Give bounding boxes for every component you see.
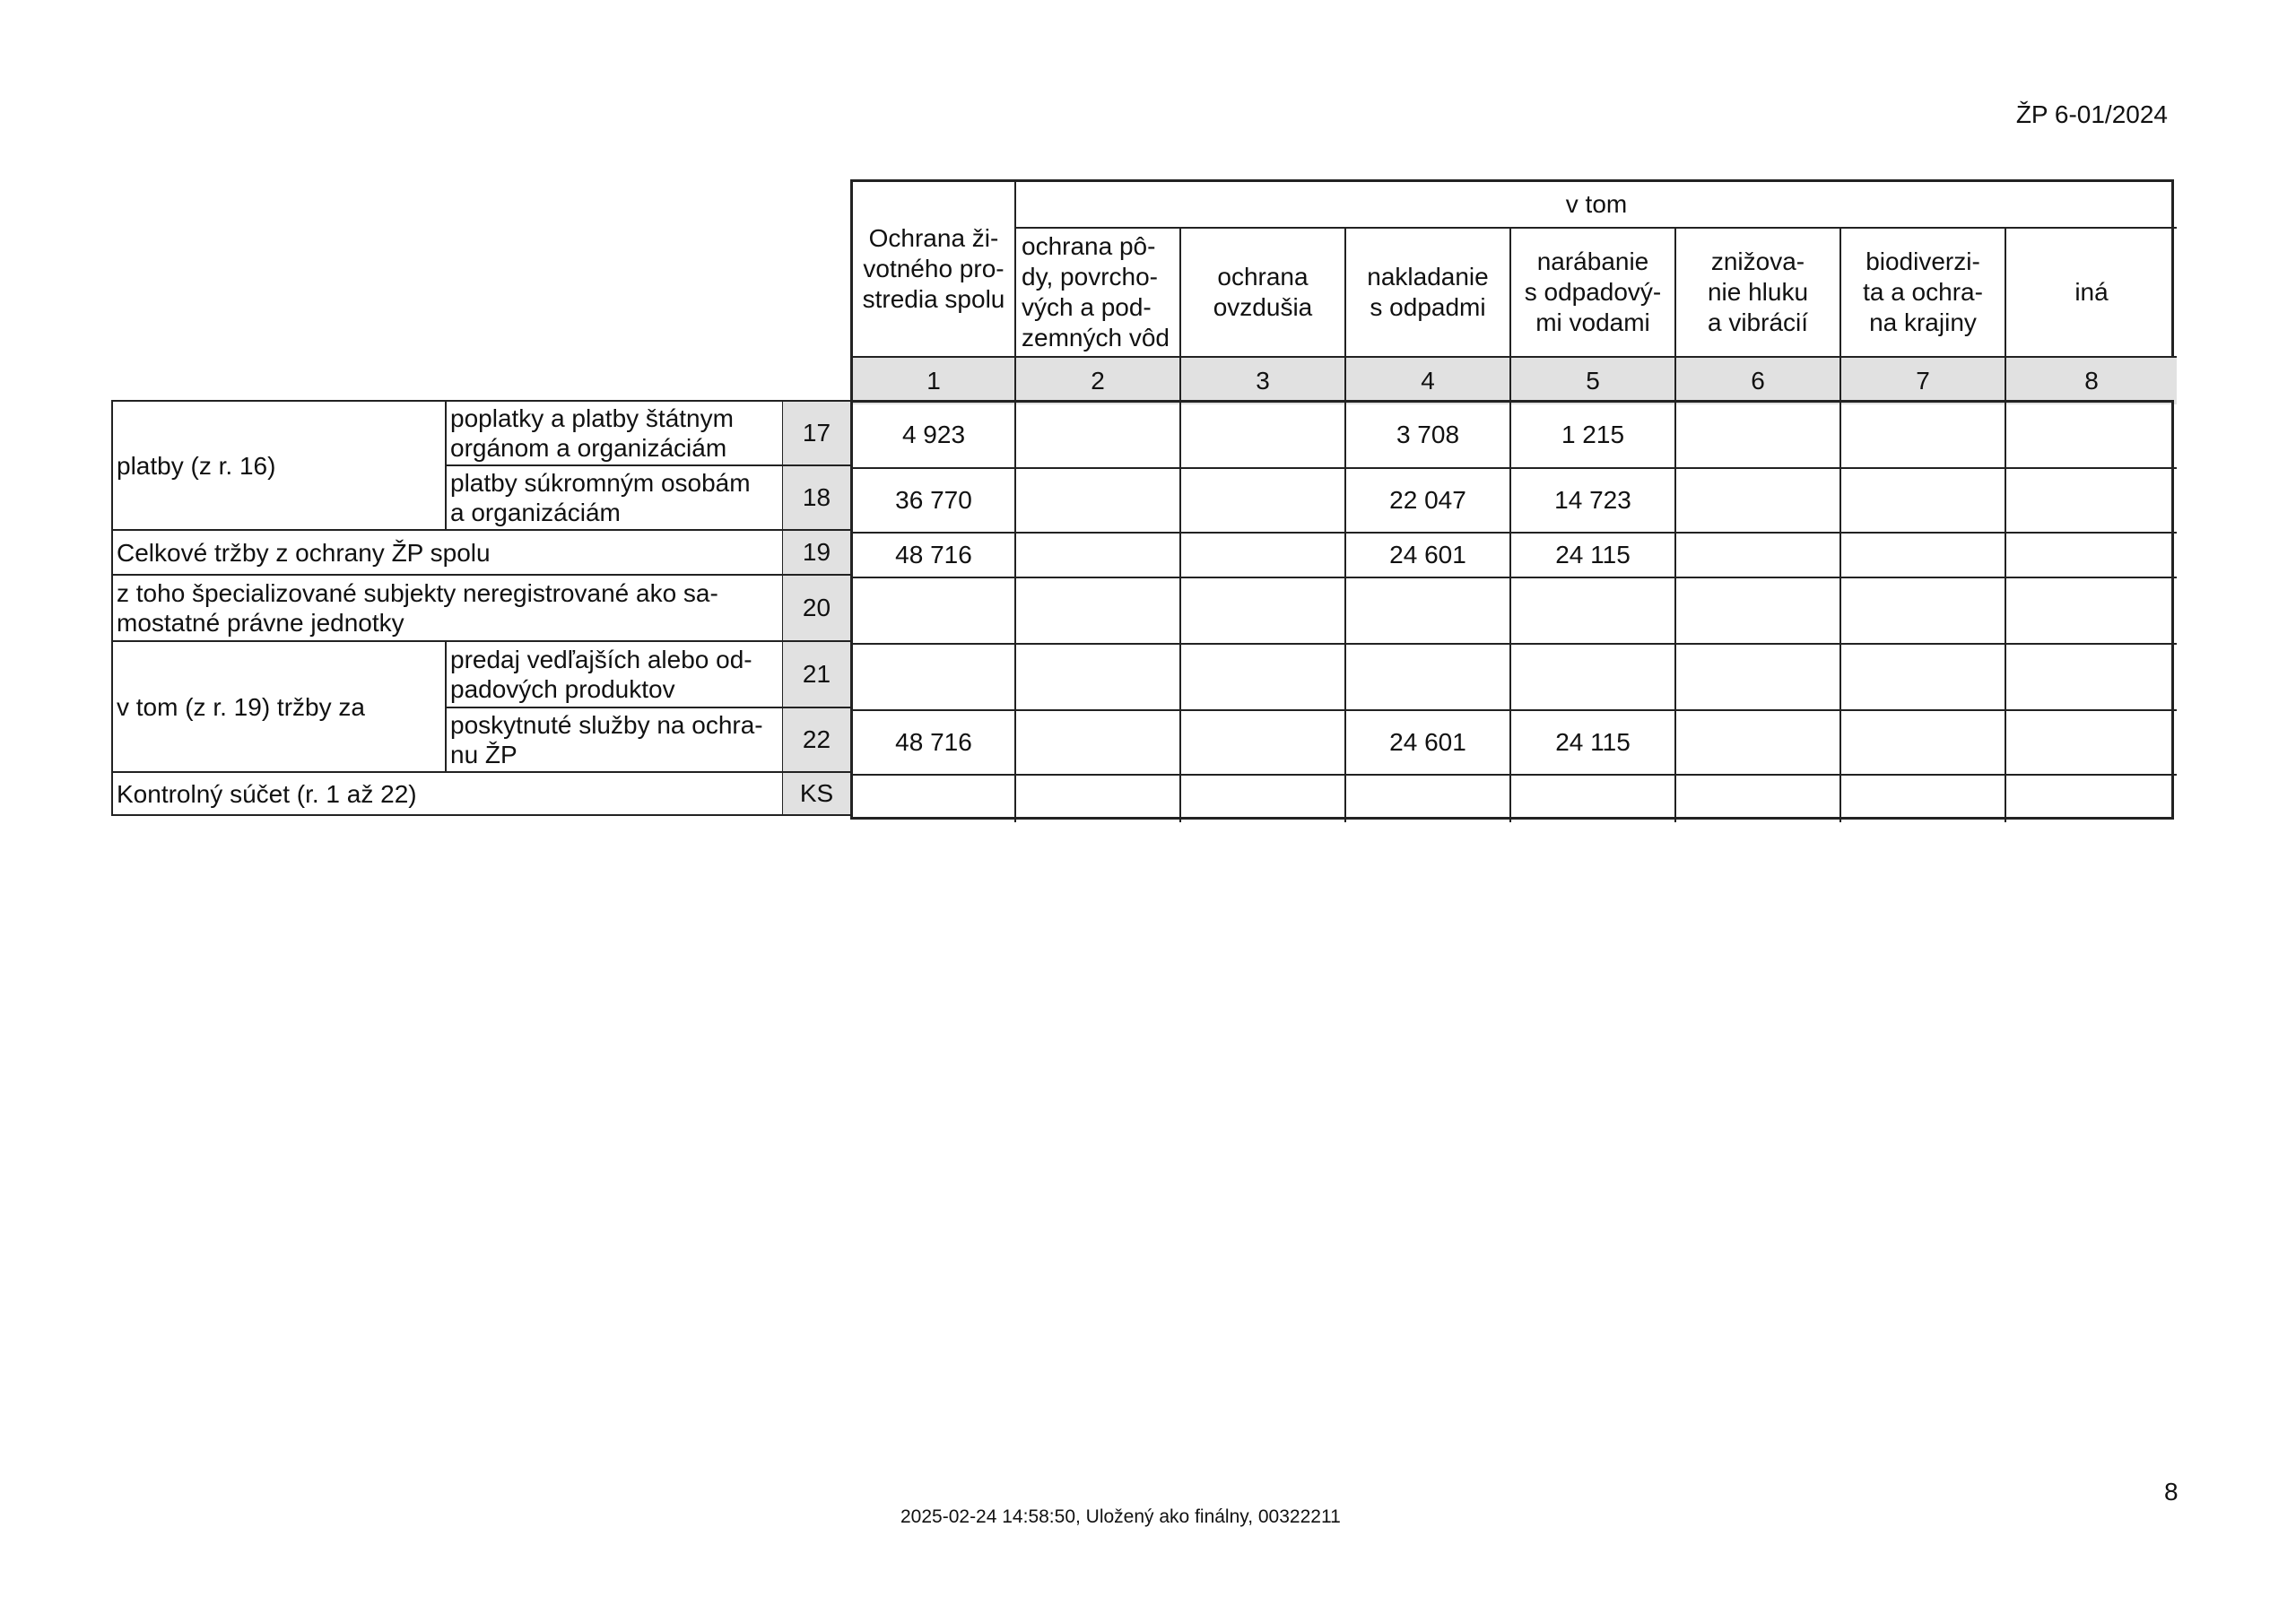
table-cell	[1841, 645, 2006, 711]
table-cell	[1016, 534, 1181, 578]
table-cell	[1841, 578, 2006, 645]
table-cell: 1 215	[1511, 403, 1676, 469]
table-cell	[2006, 711, 2177, 776]
table-cell	[1181, 403, 1346, 469]
row-label-ks: Kontrolný súčet (r. 1 až 22)	[111, 771, 784, 816]
page-number: 8	[2164, 1478, 2179, 1506]
table-cell	[1676, 776, 1841, 822]
table-cell	[2006, 578, 2177, 645]
table-cell	[1016, 578, 1181, 645]
table-cell	[1676, 711, 1841, 776]
column-number: 2	[1016, 358, 1181, 404]
table-cell	[1841, 776, 2006, 822]
data-table	[850, 400, 2174, 820]
table-cell	[1676, 534, 1841, 578]
table-cell	[1016, 469, 1181, 534]
table-cell	[1676, 469, 1841, 534]
row-number: 21	[782, 640, 852, 708]
column-number: 6	[1676, 358, 1841, 404]
document-code: ŽP 6-01/2024	[2015, 100, 2168, 128]
row-label-20: z toho špecializované subjekty neregistrované ako sa- mostatné právne jednotky	[111, 574, 784, 642]
table-cell	[1016, 645, 1181, 711]
table-cell: 24 115	[1511, 711, 1676, 776]
table-cell	[1511, 645, 1676, 711]
column-header-soil-water: ochrana pô- dy, povrcho- vých a pod- zemných vôd	[1016, 229, 1181, 358]
table-cell	[853, 578, 1016, 645]
table-cell	[1676, 403, 1841, 469]
row-number: 20	[782, 574, 852, 642]
table-cell: 3 708	[1346, 403, 1511, 469]
table-cell	[1181, 711, 1346, 776]
table-cell: 4 923	[853, 403, 1016, 469]
row-label-22: poskytnuté služby na ochra- nu ŽP	[445, 707, 784, 773]
table-cell	[2006, 469, 2177, 534]
table-cell	[2006, 645, 2177, 711]
column-number: 8	[2006, 358, 2177, 404]
row-group-label-platby: platby (z r. 16)	[111, 400, 447, 531]
table-cell	[1016, 403, 1181, 469]
table-cell: 36 770	[853, 469, 1016, 534]
column-header-wastewater: narábanie s odpadový- mi vodami	[1511, 229, 1676, 358]
table-cell: 24 601	[1346, 534, 1511, 578]
table-header	[850, 179, 2174, 402]
table-cell	[2006, 776, 2177, 822]
column-header-other: iná	[2006, 229, 2177, 358]
table-cell: 24 115	[1511, 534, 1676, 578]
table-cell	[1181, 645, 1346, 711]
table-cell	[853, 776, 1016, 822]
column-group-v-tom: v tom	[1016, 182, 2177, 229]
table-cell	[1511, 578, 1676, 645]
table-cell: 48 716	[853, 711, 1016, 776]
table-cell	[1181, 776, 1346, 822]
row-number: 22	[782, 707, 852, 773]
column-header-air: ochrana ovzdušia	[1181, 229, 1346, 358]
column-number: 1	[853, 358, 1016, 404]
row-number: KS	[782, 771, 852, 816]
row-number: 19	[782, 529, 852, 576]
table-cell	[1016, 711, 1181, 776]
table-cell	[1346, 645, 1511, 711]
column-header-biodiversity: biodiverzi- ta a ochra- na krajiny	[1841, 229, 2006, 358]
table-cell	[1016, 776, 1181, 822]
table-cell	[1841, 403, 2006, 469]
column-number: 3	[1181, 358, 1346, 404]
column-header-noise: znižova- nie hluku a vibrácií	[1676, 229, 1841, 358]
column-header-waste: nakladanie s odpadmi	[1346, 229, 1511, 358]
table-cell	[1346, 776, 1511, 822]
table-cell	[1181, 534, 1346, 578]
row-label-21: predaj vedľajších alebo od- padových produktov	[445, 640, 784, 708]
table-cell	[1181, 469, 1346, 534]
row-label-18: platby súkromným osobám a organizáciám	[445, 464, 784, 531]
table-cell	[1511, 776, 1676, 822]
table-cell: 14 723	[1511, 469, 1676, 534]
table-cell	[1676, 645, 1841, 711]
table-cell: 48 716	[853, 534, 1016, 578]
table-cell: 24 601	[1346, 711, 1511, 776]
table-cell	[2006, 403, 2177, 469]
table-cell	[1346, 578, 1511, 645]
table-cell	[853, 645, 1016, 711]
footer-status: 2025-02-24 14:58:50, Uložený ako finálny, 00322211	[900, 1506, 1341, 1527]
table-cell	[1841, 534, 2006, 578]
row-label-17: poplatky a platby štátnym orgánom a organizáciám	[445, 400, 784, 466]
row-label-19: Celkové tržby z ochrany ŽP spolu	[111, 529, 784, 576]
column-number: 4	[1346, 358, 1511, 404]
table-cell	[1841, 469, 2006, 534]
table-cell	[1841, 711, 2006, 776]
column-header-total: Ochrana ži- votného pro- stredia spolu	[853, 182, 1016, 358]
table-cell: 22 047	[1346, 469, 1511, 534]
column-number: 5	[1511, 358, 1676, 404]
row-group-label-v-tom: v tom (z r. 19) tržby za	[111, 640, 447, 773]
row-number: 18	[782, 464, 852, 531]
column-number: 7	[1841, 358, 2006, 404]
table-cell	[1181, 578, 1346, 645]
row-number: 17	[782, 400, 852, 466]
table-cell	[2006, 534, 2177, 578]
table-cell	[1676, 578, 1841, 645]
